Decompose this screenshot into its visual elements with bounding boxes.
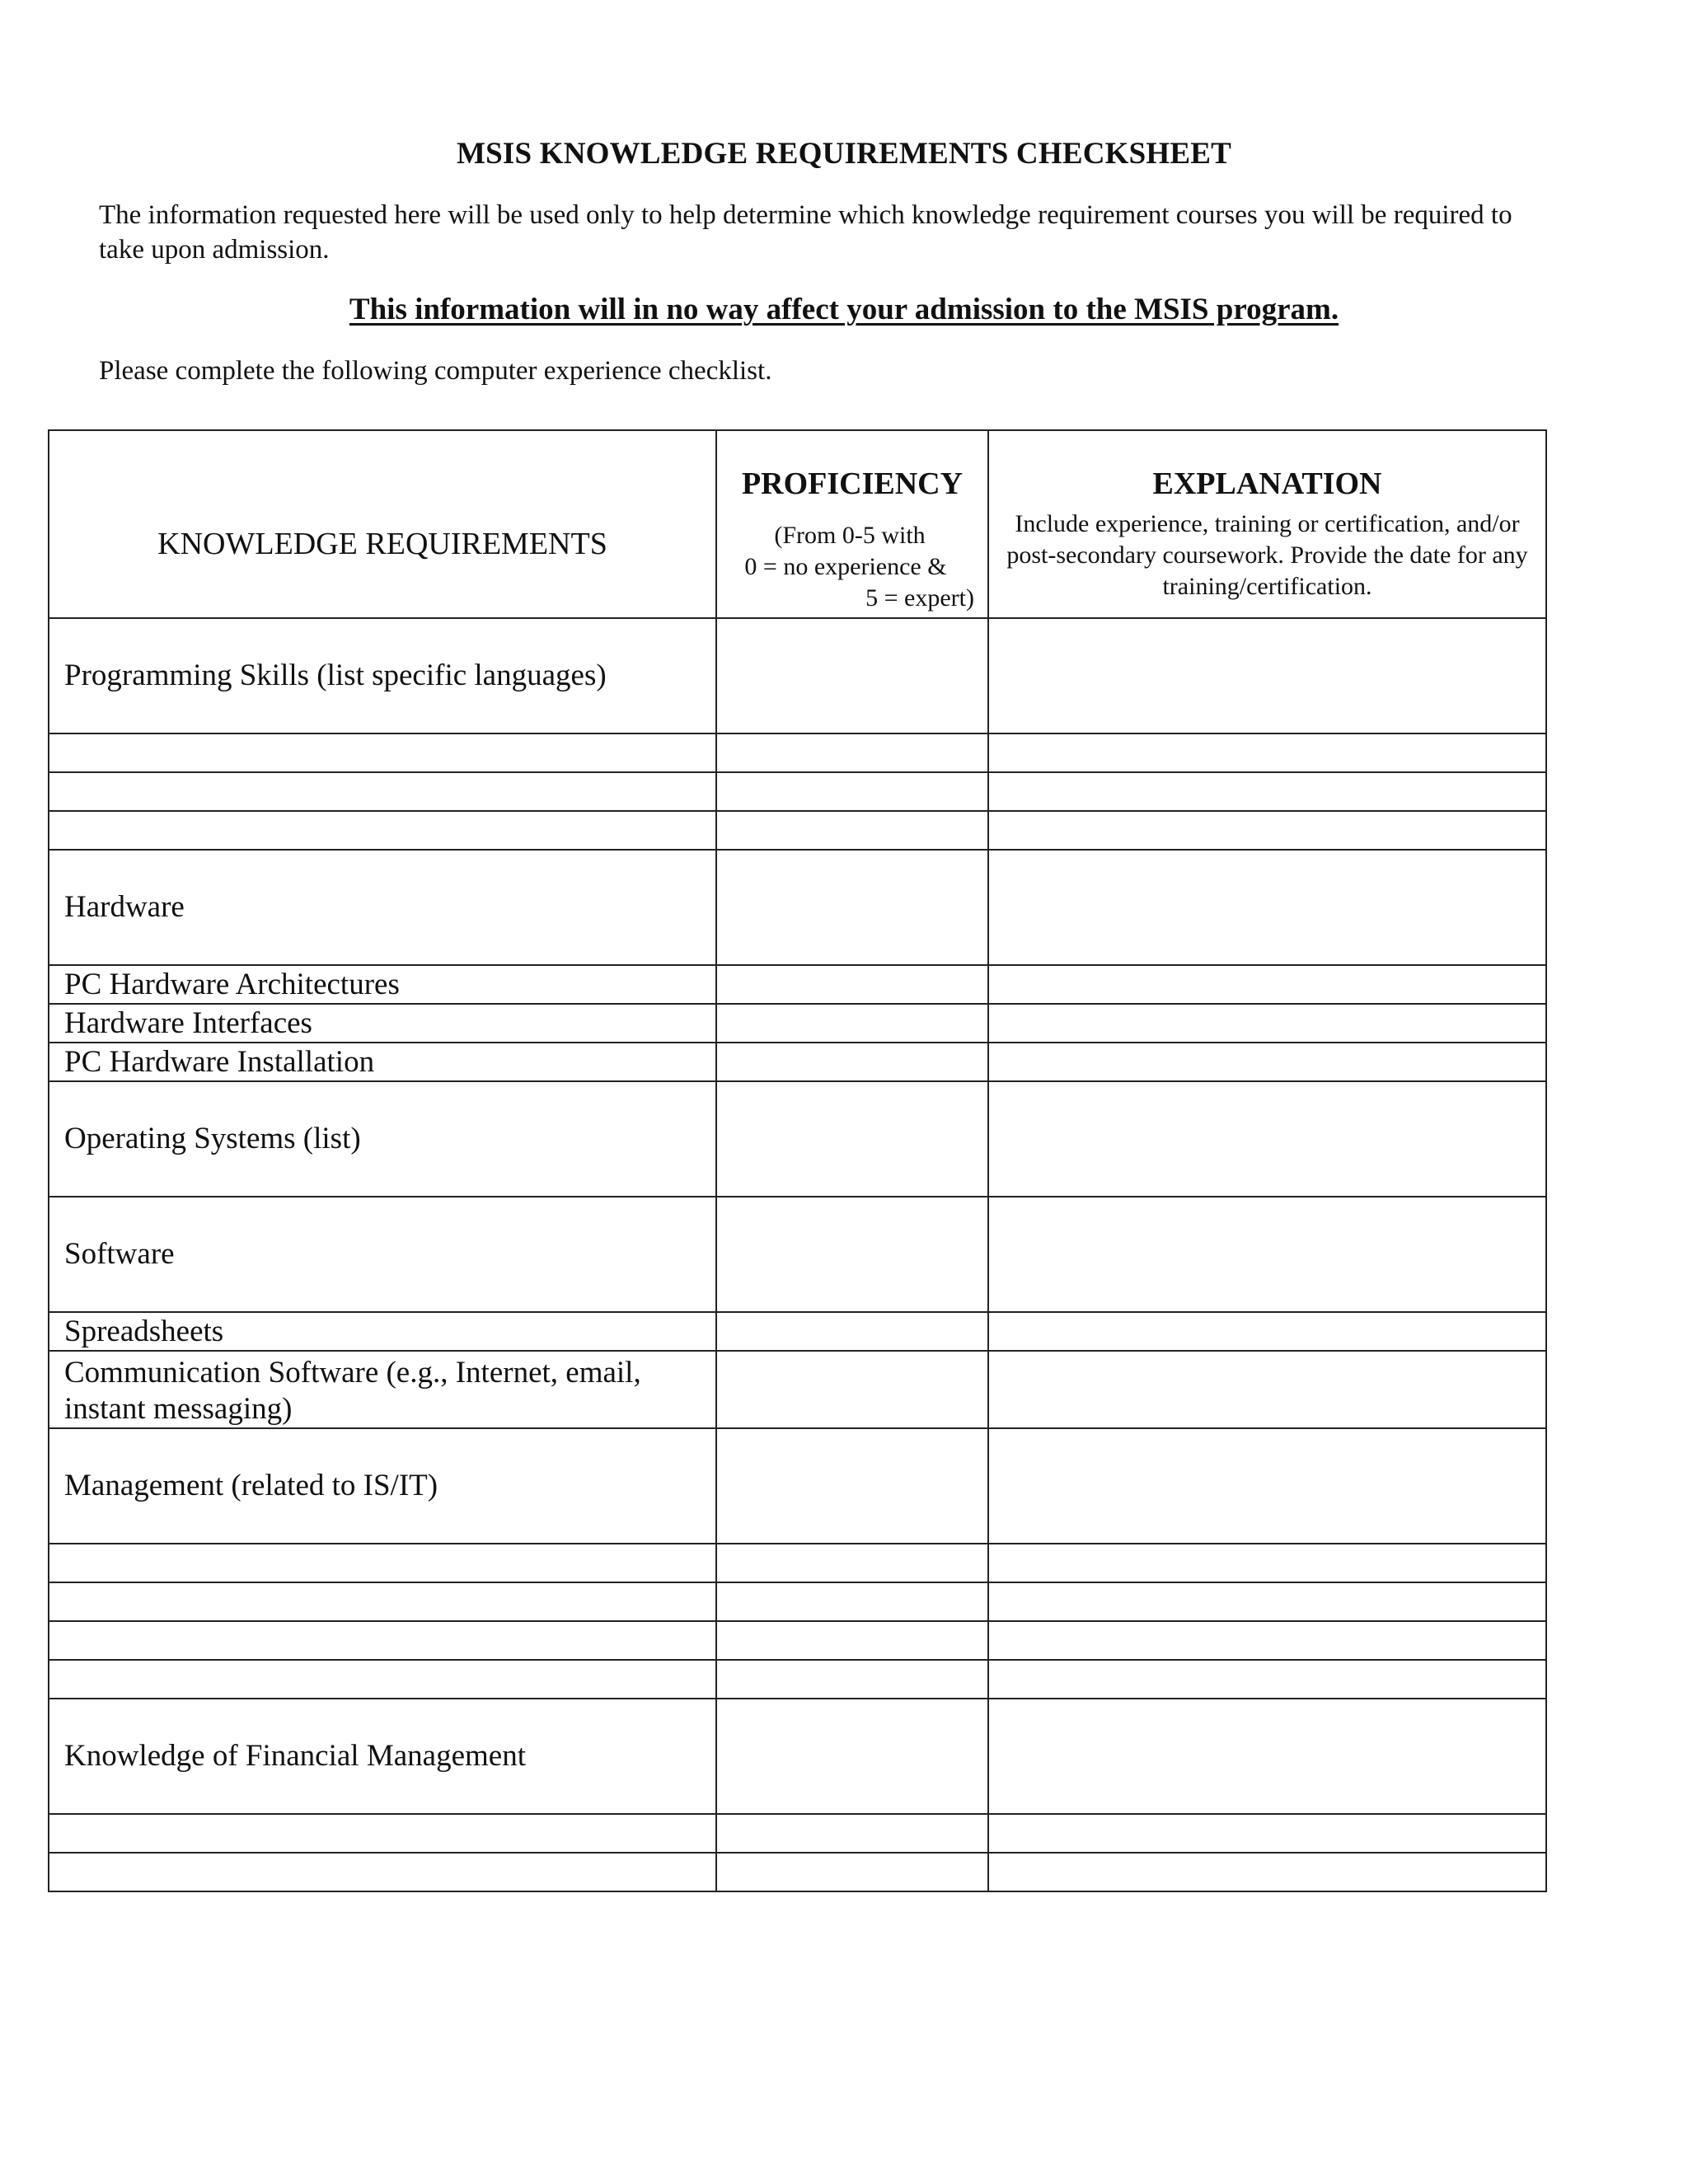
admission-notice: This information will in no way affect your admission to the MSIS program. <box>349 293 1339 326</box>
explanation-cell[interactable] <box>988 1621 1546 1660</box>
proficiency-cell[interactable] <box>716 811 988 850</box>
proficiency-cell[interactable] <box>716 850 988 965</box>
intro-paragraph: The information requested here will be used only to help determine which knowledge requirement courses you will be required to take upon admission. <box>99 200 1512 265</box>
table-row <box>49 733 1546 772</box>
table-row <box>49 850 1546 965</box>
header-explanation <box>988 430 1546 618</box>
row-label-management: Management (related to IS/IT) <box>49 1428 716 1544</box>
explanation-cell[interactable] <box>988 1197 1546 1312</box>
row-label-spreadsheets: Spreadsheets <box>49 1312 716 1351</box>
proficiency-cell[interactable] <box>716 1853 988 1891</box>
proficiency-note-line1: (From 0-5 with <box>774 522 926 549</box>
knowledge-cell[interactable] <box>49 1853 716 1891</box>
table-row <box>49 618 1546 733</box>
knowledge-cell[interactable] <box>49 1814 716 1853</box>
proficiency-cell[interactable] <box>716 1621 988 1660</box>
table-row <box>49 965 1546 1004</box>
table-header-row <box>49 430 1546 618</box>
explanation-cell[interactable] <box>988 1853 1546 1891</box>
row-label-pc-hardware-installation: PC Hardware Installation <box>49 1043 716 1081</box>
explanation-cell[interactable] <box>988 1351 1546 1428</box>
row-label-communication-software: Communication Software (e.g., Internet, email, instant messaging) <box>49 1351 716 1428</box>
explanation-cell[interactable] <box>988 772 1546 811</box>
explanation-cell[interactable] <box>988 1043 1546 1081</box>
proficiency-cell[interactable] <box>716 1582 988 1621</box>
explanation-cell[interactable] <box>988 1582 1546 1621</box>
table-row <box>49 1814 1546 1853</box>
table-row <box>49 772 1546 811</box>
proficiency-cell[interactable] <box>716 618 988 733</box>
row-label-operating-systems: Operating Systems (list) <box>49 1081 716 1197</box>
proficiency-cell[interactable] <box>716 1197 988 1312</box>
knowledge-checksheet-table <box>48 429 1547 1892</box>
knowledge-cell[interactable] <box>49 1582 716 1621</box>
page-title: MSIS KNOWLEDGE REQUIREMENTS CHECKSHEET <box>457 137 1231 171</box>
row-label-hardware: Hardware <box>49 850 716 965</box>
header-explanation-title: EXPLANATION <box>1152 466 1382 501</box>
knowledge-cell[interactable] <box>49 733 716 772</box>
table-row <box>49 1197 1546 1312</box>
explanation-cell[interactable] <box>988 1081 1546 1197</box>
explanation-cell[interactable] <box>988 850 1546 965</box>
knowledge-cell[interactable] <box>49 811 716 850</box>
proficiency-cell[interactable] <box>716 1428 988 1544</box>
table-row <box>49 1428 1546 1544</box>
header-knowledge-requirements: KNOWLEDGE REQUIREMENTS <box>49 430 716 618</box>
row-label-financial-management: Knowledge of Financial Management <box>49 1699 716 1814</box>
explanation-cell[interactable] <box>988 1699 1546 1814</box>
explanation-cell[interactable] <box>988 1660 1546 1699</box>
proficiency-cell[interactable] <box>716 772 988 811</box>
table-row <box>49 811 1546 850</box>
table-row <box>49 1544 1546 1582</box>
explanation-cell[interactable] <box>988 965 1546 1004</box>
row-label-hardware-interfaces: Hardware Interfaces <box>49 1004 716 1043</box>
proficiency-note-line3: 5 = expert) <box>865 584 974 612</box>
proficiency-cell[interactable] <box>716 1351 988 1428</box>
header-proficiency <box>716 430 988 618</box>
proficiency-cell[interactable] <box>716 1312 988 1351</box>
proficiency-note-line2: 0 = no experience & <box>744 553 947 580</box>
knowledge-cell[interactable] <box>49 1621 716 1660</box>
proficiency-cell[interactable] <box>716 1081 988 1197</box>
header-proficiency-note <box>717 520 987 614</box>
table-row <box>49 1043 1546 1081</box>
proficiency-cell[interactable] <box>716 1004 988 1043</box>
explanation-cell[interactable] <box>988 1004 1546 1043</box>
header-proficiency-title: PROFICIENCY <box>741 466 964 501</box>
header-explanation-note: Include experience, training or certification, and/or post-secondary coursework. Provide the date for any training/certification. <box>1006 510 1528 600</box>
knowledge-cell[interactable] <box>49 772 716 811</box>
instruction-text: Please complete the following computer experience checklist. <box>99 356 772 386</box>
explanation-cell[interactable] <box>988 733 1546 772</box>
row-label-programming: Programming Skills (list specific languages) <box>49 618 716 733</box>
row-label-pc-hardware-architectures: PC Hardware Architectures <box>49 965 716 1004</box>
proficiency-cell[interactable] <box>716 1660 988 1699</box>
table-row <box>49 1853 1546 1891</box>
proficiency-cell[interactable] <box>716 1814 988 1853</box>
explanation-cell[interactable] <box>988 1428 1546 1544</box>
proficiency-cell[interactable] <box>716 1043 988 1081</box>
proficiency-cell[interactable] <box>716 733 988 772</box>
knowledge-cell[interactable] <box>49 1544 716 1582</box>
explanation-cell[interactable] <box>988 1814 1546 1853</box>
table-row <box>49 1081 1546 1197</box>
table-row <box>49 1312 1546 1351</box>
table-row <box>49 1351 1546 1428</box>
proficiency-cell[interactable] <box>716 965 988 1004</box>
explanation-cell[interactable] <box>988 618 1546 733</box>
row-label-software: Software <box>49 1197 716 1312</box>
knowledge-cell[interactable] <box>49 1660 716 1699</box>
table-row <box>49 1699 1546 1814</box>
table-row <box>49 1582 1546 1621</box>
table-row <box>49 1004 1546 1043</box>
proficiency-cell[interactable] <box>716 1544 988 1582</box>
table-row <box>49 1621 1546 1660</box>
table-row <box>49 1660 1546 1699</box>
explanation-cell[interactable] <box>988 1544 1546 1582</box>
explanation-cell[interactable] <box>988 1312 1546 1351</box>
proficiency-cell[interactable] <box>716 1699 988 1814</box>
explanation-cell[interactable] <box>988 811 1546 850</box>
